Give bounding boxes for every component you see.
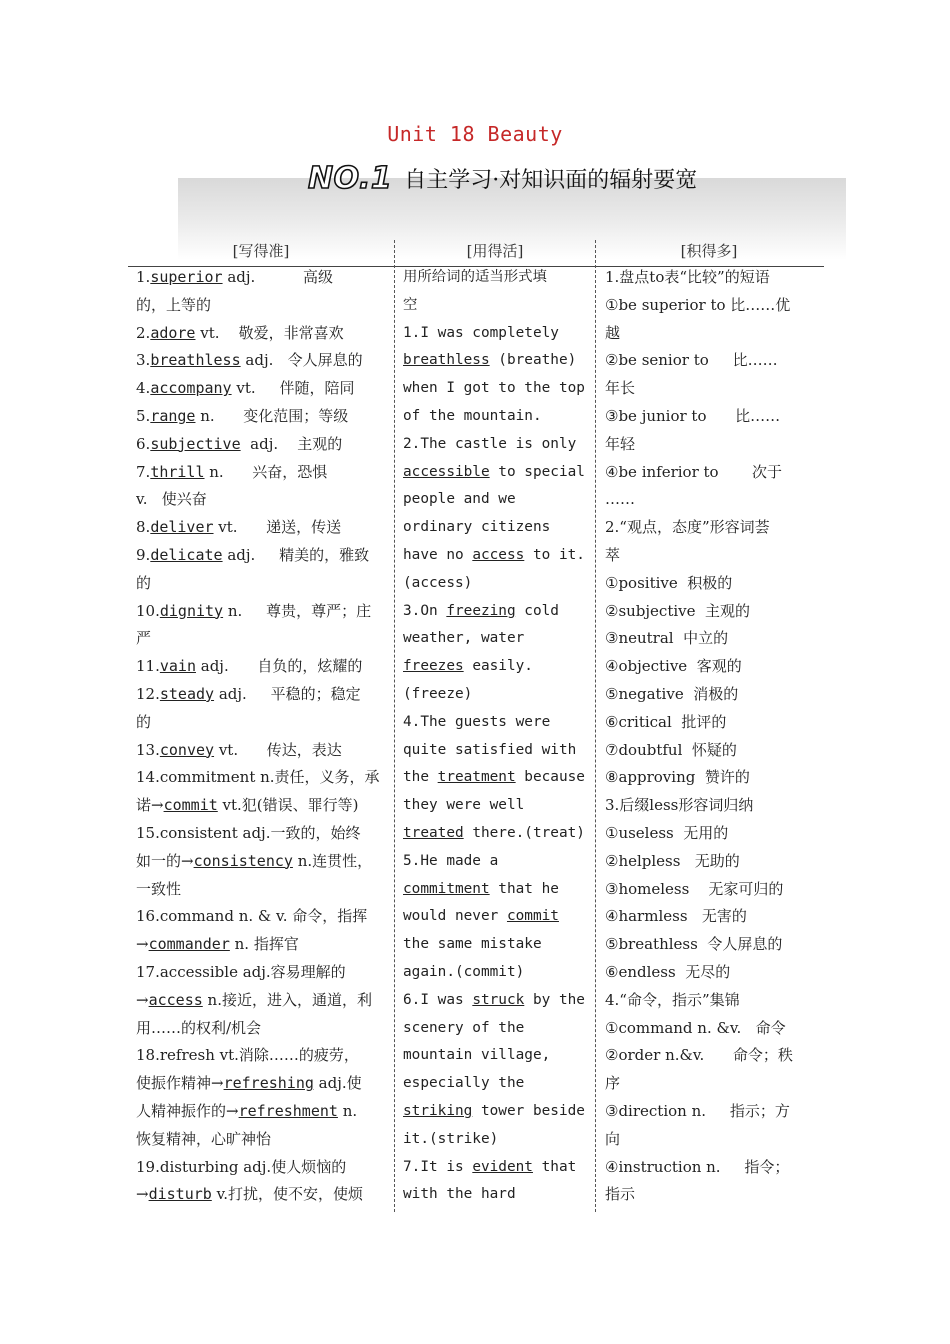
- text-line: [136, 931, 388, 959]
- text-line: [403, 792, 585, 820]
- line-text: would never: [403, 908, 507, 925]
- line-text: especially the: [403, 1075, 525, 1092]
- text-line: [136, 876, 388, 904]
- line-text: ⑤breathless 令人屏息的: [605, 935, 783, 954]
- text-line: [605, 792, 819, 820]
- text-line: [605, 931, 819, 959]
- text-line: [403, 681, 585, 709]
- line-text: ⑥critical 批评的: [605, 712, 727, 731]
- text-line: [403, 987, 585, 1015]
- text-line: [403, 709, 585, 737]
- line-text: 9.: [136, 545, 151, 564]
- line-text: 13.: [136, 740, 160, 759]
- text-line: [403, 1042, 585, 1070]
- answer-word: convey: [159, 740, 215, 759]
- text-line: [136, 1126, 388, 1154]
- text-line: [403, 820, 585, 848]
- line-text: to special: [489, 463, 585, 480]
- answer-word: treatment: [437, 769, 516, 786]
- line-text: n. 变化范围；等级: [195, 406, 349, 425]
- text-line: [605, 431, 819, 459]
- text-line: [403, 848, 585, 876]
- text-line: [605, 903, 819, 931]
- line-text: →: [136, 935, 149, 954]
- answer-word: steady: [159, 684, 215, 703]
- text-line: [605, 1070, 819, 1098]
- line-text: ②be senior to 比……: [605, 351, 778, 370]
- text-line: [136, 625, 388, 653]
- line-text: 如一的→: [136, 851, 194, 870]
- line-text: adj. 平稳的；稳定: [214, 684, 361, 703]
- line-text: 使振作精神→: [136, 1074, 224, 1093]
- text-line: [605, 542, 819, 570]
- line-text: vt. 伴随，陪同: [231, 379, 355, 398]
- text-line: [403, 1015, 585, 1043]
- answer-word: range: [150, 406, 196, 425]
- line-text: ①useless 无用的: [605, 823, 729, 842]
- answer-word: adore: [150, 323, 196, 342]
- answer-word: freezing: [446, 602, 516, 619]
- line-text: 14.commitment n.责任，义务，承: [136, 768, 380, 787]
- line-text: 19.disturbing adj.使人烦恼的: [136, 1157, 347, 1176]
- line-text: weather, water: [403, 630, 525, 647]
- line-text: 3.On: [403, 602, 447, 619]
- line-text: ⑦doubtful 怀疑的: [605, 740, 737, 759]
- answer-word: freezes: [403, 658, 464, 675]
- answer-word: evident: [472, 1158, 533, 1175]
- text-line: [136, 542, 388, 570]
- answer-word: commit: [506, 908, 559, 925]
- text-line: [403, 1126, 585, 1154]
- text-line: [136, 737, 388, 765]
- text-line: [136, 792, 388, 820]
- line-text: n. 尊贵，尊严；庄: [223, 601, 372, 620]
- line-text: 的: [136, 712, 152, 731]
- line-text: v. 使兴奋: [136, 490, 207, 509]
- answer-word: struck: [472, 991, 525, 1008]
- text-line: [136, 681, 388, 709]
- text-line: [136, 347, 388, 375]
- text-line: [605, 375, 819, 403]
- line-text: 年长: [605, 379, 636, 398]
- text-line: [605, 709, 819, 737]
- line-text: 4.“命令，指示”集锦: [605, 990, 740, 1009]
- line-text: that he: [489, 880, 559, 897]
- line-text: 严: [136, 629, 152, 648]
- line-text: ③homeless 无家可归的: [605, 879, 784, 898]
- line-text: 11.: [136, 657, 160, 676]
- line-text: 空: [403, 296, 418, 313]
- text-line: [605, 959, 819, 987]
- text-line: [605, 347, 819, 375]
- line-text: the: [403, 769, 438, 786]
- line-text: n.: [337, 1101, 358, 1120]
- text-line: [403, 1154, 585, 1182]
- text-line: [136, 1070, 388, 1098]
- answer-word: striking: [403, 1102, 473, 1119]
- line-text: 的，上等的: [136, 295, 212, 314]
- answer-word: commander: [148, 935, 230, 954]
- text-line: [605, 987, 819, 1015]
- line-text: mountain village,: [403, 1047, 551, 1064]
- line-text: 3.: [136, 351, 151, 370]
- text-line: [605, 1154, 819, 1182]
- text-line: [605, 1042, 819, 1070]
- text-line: [136, 403, 388, 431]
- line-text: (freeze): [403, 685, 473, 702]
- text-line: [403, 570, 585, 598]
- line-text: 向: [605, 1129, 621, 1148]
- answer-word: accessible: [403, 463, 490, 480]
- text-line: [403, 1098, 585, 1126]
- section-heading-text: 自主学习·对知识面的辐射要宽: [404, 167, 698, 193]
- answer-word: refreshing: [223, 1074, 314, 1093]
- text-line: [605, 625, 819, 653]
- answer-word: treated: [403, 824, 464, 841]
- line-text: 1.I was completely: [403, 324, 559, 341]
- text-line: [136, 764, 388, 792]
- text-line: [136, 1154, 388, 1182]
- line-text: 一致性: [136, 879, 182, 898]
- line-text: 5.He made a: [403, 852, 499, 869]
- line-text: 16.command n. & v. 命令，指挥: [136, 907, 368, 926]
- answer-word: vain: [159, 657, 196, 676]
- line-text: ④instruction n. 指令；: [605, 1157, 790, 1176]
- text-line: [403, 1181, 585, 1209]
- line-text: with the hard: [403, 1186, 516, 1203]
- answer-word: breathless: [403, 352, 490, 369]
- text-line: [605, 320, 819, 348]
- section-heading: [308, 158, 697, 198]
- line-text: 8.: [136, 518, 151, 537]
- text-line: [136, 514, 388, 542]
- line-text: 恢复精神，心旷神怡: [136, 1129, 272, 1148]
- text-line: [136, 292, 388, 320]
- line-text: 4.: [136, 379, 151, 398]
- line-text: 6.I was: [403, 991, 473, 1008]
- line-text: ①positive 积极的: [605, 573, 733, 592]
- text-line: [605, 292, 819, 320]
- line-text: adj. 主观的: [240, 434, 343, 453]
- column-header-accumulate: [积得多]: [680, 242, 738, 260]
- line-text: 用……的权利/机会: [136, 1018, 262, 1037]
- line-text: it.(strike): [403, 1130, 499, 1147]
- line-text: 2.“观点，态度”形容词荟: [605, 518, 770, 537]
- line-text: 15.consistent adj.一致的，始终: [136, 823, 361, 842]
- line-text: 6.: [136, 434, 151, 453]
- line-text: 萃: [605, 545, 621, 564]
- line-text: 3.后缀less形容词归纳: [605, 796, 754, 815]
- exercise-column: [403, 264, 585, 1209]
- line-text: they were well: [403, 797, 525, 814]
- line-text: ①be superior to 比……优: [605, 295, 791, 314]
- text-line: [136, 653, 388, 681]
- text-line: [605, 764, 819, 792]
- text-line: [403, 514, 585, 542]
- text-line: [403, 486, 585, 514]
- line-text: ⑤negative 消极的: [605, 684, 739, 703]
- text-line: [605, 681, 819, 709]
- answer-word: breathless: [150, 351, 241, 370]
- text-line: [136, 486, 388, 514]
- phrase-summary-column: [605, 264, 819, 1209]
- text-line: [403, 292, 585, 320]
- line-text: adj.使: [313, 1074, 362, 1093]
- answer-word: commit: [163, 796, 218, 815]
- line-text: vt. 递送，传送: [213, 518, 342, 537]
- line-text: because: [515, 769, 585, 786]
- line-text: again.(commit): [403, 963, 525, 980]
- line-text: v.打扰，使不安，使烦: [211, 1185, 364, 1204]
- text-line: [605, 598, 819, 626]
- line-text: 序: [605, 1074, 621, 1093]
- text-line: [136, 709, 388, 737]
- text-line: [136, 570, 388, 598]
- line-text: ④harmless 无害的: [605, 907, 747, 926]
- line-text: vt. 传达，表达: [214, 740, 342, 759]
- text-line: [605, 514, 819, 542]
- line-text: there.(treat): [463, 824, 585, 841]
- line-text: (breathe): [489, 352, 577, 369]
- text-line: [136, 264, 388, 292]
- line-text: 的: [136, 573, 152, 592]
- answer-word: subjective: [150, 434, 241, 453]
- text-line: [136, 903, 388, 931]
- answer-word: commitment: [403, 880, 490, 897]
- line-text: the same mistake: [403, 936, 542, 953]
- text-line: [605, 459, 819, 487]
- text-line: [136, 459, 388, 487]
- line-text: have no: [403, 546, 473, 563]
- text-line: [403, 598, 585, 626]
- answer-word: dignity: [159, 601, 224, 620]
- line-text: →: [136, 990, 149, 1009]
- line-text: 2.: [136, 323, 151, 342]
- text-line: [605, 848, 819, 876]
- text-line: [136, 987, 388, 1015]
- line-text: ③direction n. 指示；方: [605, 1101, 790, 1120]
- text-line: [403, 625, 585, 653]
- line-text: 7.It is: [403, 1158, 473, 1175]
- line-text: by the: [524, 991, 585, 1008]
- text-line: [403, 320, 585, 348]
- line-text: when I got to the top: [403, 380, 585, 397]
- line-text: to it.: [524, 546, 585, 563]
- line-text: 诺→: [136, 796, 164, 815]
- page-title: Unit 18 Beauty: [387, 122, 563, 146]
- line-text: adj. 精美的，雅致: [222, 545, 370, 564]
- line-text: ③be junior to 比……: [605, 406, 781, 425]
- text-line: [605, 1126, 819, 1154]
- answer-word: superior: [150, 268, 223, 286]
- text-line: [136, 959, 388, 987]
- column-divider-left: [394, 240, 395, 1212]
- text-line: [605, 1098, 819, 1126]
- text-line: [403, 653, 585, 681]
- line-text: 17.accessible adj.容易理解的: [136, 962, 346, 981]
- line-text: vt. 敬爱，非常喜欢: [195, 323, 344, 342]
- text-line: [403, 903, 585, 931]
- text-line: [605, 737, 819, 765]
- line-text: ⑥endless 无尽的: [605, 962, 731, 981]
- text-line: [136, 1042, 388, 1070]
- text-line: [403, 764, 585, 792]
- line-text: adj. 令人屏息的: [240, 351, 363, 370]
- line-text: 5.: [136, 406, 151, 425]
- text-line: [403, 264, 585, 292]
- line-text: ④be inferior to 次于: [605, 462, 782, 481]
- line-text: n. 兴奋，恐惧: [204, 462, 328, 481]
- line-text: scenery of the: [403, 1019, 525, 1036]
- text-line: [136, 431, 388, 459]
- line-text: ③neutral 中立的: [605, 629, 729, 648]
- text-line: [136, 375, 388, 403]
- text-line: [403, 347, 585, 375]
- text-line: [605, 1181, 819, 1209]
- line-text: ②helpless 无助的: [605, 851, 740, 870]
- line-text: ordinary citizens: [403, 519, 551, 536]
- line-text: ⑧approving 赞许的: [605, 768, 750, 787]
- text-line: [136, 848, 388, 876]
- line-text: 1.: [136, 268, 151, 286]
- answer-word: deliver: [150, 518, 214, 537]
- line-text: ②order n.&v. 命令；秩: [605, 1046, 793, 1065]
- line-text: cold: [515, 602, 559, 619]
- answer-word: disturb: [148, 1185, 212, 1204]
- line-text: 指示: [605, 1185, 636, 1204]
- answer-word: accompany: [150, 379, 232, 398]
- line-text: n. 指挥官: [229, 935, 299, 954]
- line-text: ……: [605, 490, 635, 509]
- line-text: (access): [403, 574, 473, 591]
- text-line: [403, 542, 585, 570]
- line-text: adj. 高级: [222, 268, 333, 286]
- text-line: [403, 737, 585, 765]
- line-text: 2.The castle is only: [403, 435, 577, 452]
- column-header-write: [写得准]: [232, 242, 290, 260]
- text-line: [403, 959, 585, 987]
- text-line: [136, 598, 388, 626]
- text-line: [605, 264, 819, 292]
- line-text: that: [532, 1158, 577, 1175]
- text-line: [605, 876, 819, 904]
- section-number-badge: NO.1: [308, 160, 393, 196]
- line-text: 越: [605, 323, 621, 342]
- line-text: 1.盘点to表“比较”的短语: [605, 268, 770, 286]
- text-line: [605, 820, 819, 848]
- text-line: [605, 1015, 819, 1043]
- line-text: n.连贯性，: [292, 851, 373, 870]
- text-line: [403, 459, 585, 487]
- line-text: of the mountain.: [403, 407, 542, 424]
- text-line: [605, 403, 819, 431]
- line-text: people and we: [403, 491, 516, 508]
- line-text: adj. 自负的，炫耀的: [195, 657, 363, 676]
- line-text: vt.犯(错误、罪行等): [217, 796, 359, 815]
- text-line: [605, 570, 819, 598]
- line-text: quite satisfied with: [403, 741, 577, 758]
- line-text: tower beside: [472, 1102, 585, 1119]
- answer-word: consistency: [193, 851, 293, 870]
- line-text: 用所给词的适当形式填: [403, 269, 547, 285]
- line-text: 10.: [136, 601, 160, 620]
- text-line: [136, 1015, 388, 1043]
- answer-word: thrill: [150, 462, 205, 481]
- text-line: [136, 1098, 388, 1126]
- vocabulary-column: [136, 264, 388, 1209]
- column-header-use: [用得活]: [466, 242, 524, 260]
- line-text: ①command n. &v. 命令: [605, 1018, 786, 1037]
- line-text: 12.: [136, 684, 160, 703]
- column-divider-right: [595, 240, 596, 1212]
- line-text: ②subjective 主观的: [605, 601, 751, 620]
- line-text: ④objective 客观的: [605, 657, 742, 676]
- line-text: 4.The guests were: [403, 713, 551, 730]
- text-line: [403, 403, 585, 431]
- text-line: [403, 876, 585, 904]
- line-text: n.接近，进入，通道，利: [202, 990, 372, 1009]
- text-line: [605, 486, 819, 514]
- line-text: 7.: [136, 462, 151, 481]
- text-line: [403, 375, 585, 403]
- text-line: [403, 931, 585, 959]
- line-text: easily.: [463, 658, 533, 675]
- line-text: 年轻: [605, 434, 636, 453]
- line-text: →: [136, 1185, 149, 1204]
- answer-word: delicate: [150, 545, 223, 564]
- answer-word: refreshment: [238, 1101, 338, 1120]
- answer-word: access: [472, 546, 525, 563]
- text-line: [403, 431, 585, 459]
- answer-word: access: [148, 990, 203, 1009]
- text-line: [136, 320, 388, 348]
- line-text: 18.refresh vt.消除……的疲劳，: [136, 1046, 359, 1065]
- text-line: [403, 1070, 585, 1098]
- text-line: [605, 653, 819, 681]
- text-line: [136, 820, 388, 848]
- line-text: 人精神振作的→: [136, 1101, 239, 1120]
- text-line: [136, 1181, 388, 1209]
